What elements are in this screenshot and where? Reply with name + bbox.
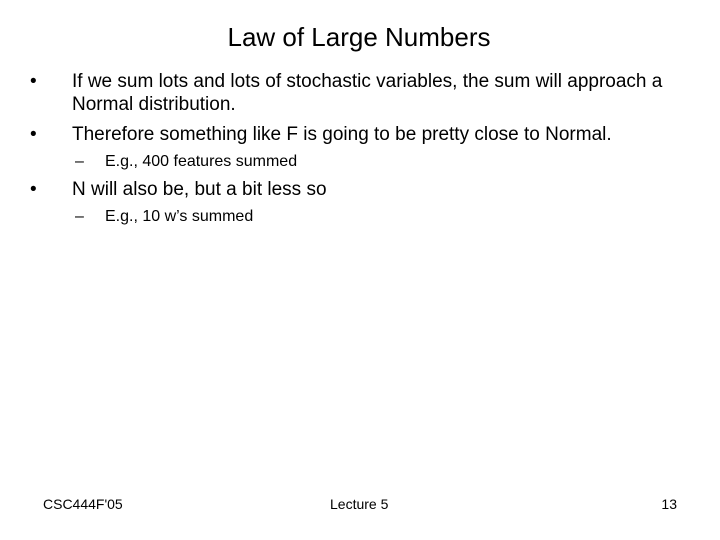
footer-page-number: 13 [661, 496, 677, 512]
bullet-marker: • [30, 179, 37, 200]
bullet-text: Therefore something like F is going to be pretty close to Normal. [72, 124, 612, 145]
bullet-text: If we sum lots and lots of stochastic variables, the sum will approach a Normal distribution. [72, 71, 663, 115]
sub-bullet-marker: – [75, 208, 84, 225]
footer-course: CSC444F'05 [43, 496, 123, 512]
sub-bullet-text: E.g., 10 w’s summed [105, 208, 254, 225]
bullet-marker: • [30, 71, 37, 92]
slide-title: Law of Large Numbers [227, 22, 491, 52]
sub-bullet-text: E.g., 400 features summed [105, 153, 298, 170]
bullet-marker: • [30, 124, 37, 145]
sub-bullet-marker: – [75, 153, 84, 170]
bullet-text: N will also be, but a bit less so [72, 179, 327, 200]
footer-lecture: Lecture 5 [330, 496, 389, 512]
